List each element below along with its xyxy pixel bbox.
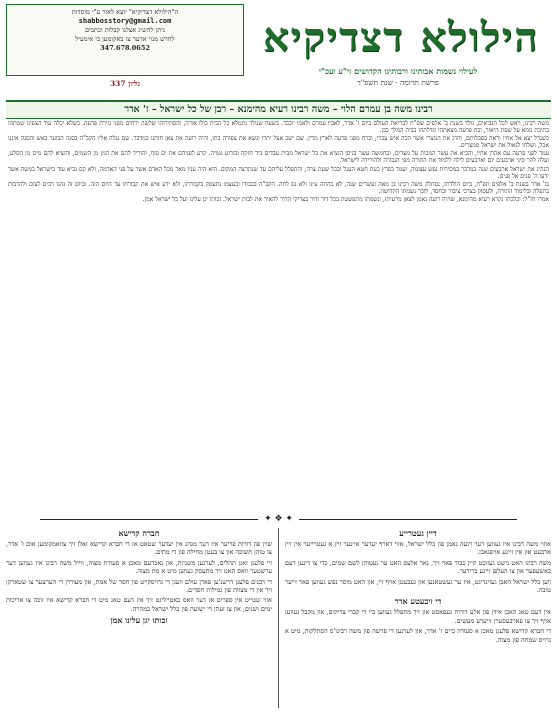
- section-title: דיין געטרייע: [399, 528, 437, 538]
- right-column: [285, 526, 551, 709]
- article-paragraph: הנהיג את ישראל ארבעים שנה במדבר במסירות נפש עצומה, ועמד בפרץ בעת חטא העגל ובכל שעת צרה, והתפלל עליהם עד שנתרצה המקום. הוא היה עניו מאד מכל האדם אשר על פני האדמה, ולא קם נביא עוד בישראל כמשה אשר ידעו ה' פנים אל פנים.: [8, 165, 549, 180]
- column-paragraph: משה רבינו האט נישט געזוכט קיין כבוד פאר זיך, נאר אלעס האט ער געטוהן לשם שמים, כדי צו דינען דעם באשעפער און צו העלפן זיינע ברידער.: [285, 558, 551, 576]
- subline: פרשת תרומה · שנת תשפ"ד: [357, 78, 439, 87]
- logo-text: הילולא דצדיקיא: [262, 13, 540, 61]
- article-paragraph: כשגדל יצא אל אחיו וראה בסבלותם, והרג את המצרי אשר הכה איש עברי, וברח מפני פרעה לארץ מדין. שם ישב אצל יתרו ונשא את צפורה בתו, והיה רועה את צאן חותנו במדבר. שם נגלה אליו הקב"ה בסנה הבוער באש והסנה איננו אכל, ושלחו לגאול את ישראל ממצרים.: [8, 135, 549, 150]
- email-text[interactable]: shabbosstory@gmail.com: [78, 17, 172, 25]
- divider-line: [299, 519, 517, 520]
- column-paragraph: די חברא קדישא פלעגן מאכן א סעודה ביים ז' אדר, און לערנען די פרשה פון משה רבינו'ס הסתלקות, מיט א גרויס שמחה פון מצוה.: [285, 627, 551, 644]
- article-paragraph: אמרו חז"ל: ובלכתו נקרא רעיא מהימנא, שהיה רועה נאמן לצאן מרעיתו, ונשמתו מתפשטת בכל דור ודור בצדיקי הדור להאיר את לבות ישראל. זכותו יגן עלינו ועל כל ישראל אמן.: [142, 195, 549, 203]
- phone-number: 347.678.0652: [100, 44, 150, 52]
- column-paragraph: אין דעם טאג האבן אידן פון אלע דורות געפאסט און זיך מתפלל געווען ביי די קברי צדיקים, און מקבל געווען אויף זיך צו פארבעסערן זייערע מעשים.: [285, 608, 551, 625]
- column-paragraph: אוזוי משה רבינו איז געווען דער רועה נאמן פון כלל ישראל, אזוי דארף יעדער איינער זיין א געטרייער אין זיין ארבעט און אין זיינע אויפגאבן.: [285, 540, 551, 557]
- contact-line: לחדש מנוי אדער צו באקומען בי אימעיל: [75, 35, 175, 43]
- left-column: [6, 526, 272, 709]
- section-divider: [40, 515, 517, 523]
- column-paragraph: ווען כלל ישראל האבן געזינדיגט, איז ער געשטאנען און געבעטן אויף זיי, און האט מוסר נפש געווען פאר זייער טובה.: [285, 577, 551, 595]
- column-paragraph: שוין פון דורות פריער איז דער מנהג אין יעדער שטאט אז די חברא קדישא זאלן זיך צוזאמקומען אום ז' אדר, צו טוהן תשובה און צו בעטן מחילה פון די מתים.: [6, 540, 272, 557]
- section-subtitle: די זיבעטע אדר: [394, 596, 442, 607]
- column-paragraph: זיי פלעגן זאגן תהלים, לערנען משניות, און נאכדעם מאכן א סעודת מצוה, ווייל משה רבינו איז געווען דער ערשטער וואס האט זיך מתעסק געווען מיט א מת מצוה.: [6, 558, 272, 576]
- tagline: לעילוי נשמות אבותינו ורבותינו הקדושים זי"ע ועכ"י: [318, 66, 478, 76]
- divider-ornament: ✦ ❖ ✦: [264, 514, 293, 524]
- contact-line: ה"הילולא דצדיקיא" יוצא לאור ע"י מוסדות: [71, 8, 179, 16]
- masthead-logo: [251, 6, 551, 68]
- section-title: חברה קדישא: [118, 528, 160, 538]
- column-paragraph: אזוי שטייט אין ספרים אז דער וואס באטייליגט זיך אין דעם טאג מיט די חברא קדישא איז זוכה צו אריכות ימים ושנים, און צו זעהן די ישועה פון כלל ישראל במהרה.: [6, 596, 272, 613]
- issue-number: גליון 337: [109, 79, 141, 88]
- divider-line: [40, 519, 258, 520]
- closing-line: זכותו יגן עלינו אמן: [110, 615, 168, 626]
- contact-line: ניתן להשיג אצלנו קבלות וכתבים: [84, 26, 166, 34]
- article-paragraph: משה רבינו, ראש לכל הנביאים, נולד בשנת ב' אלפים שס"ח לבריאת העולם ביום ז' אדר, לאביו עמרם ולאמו יוכבד. בשעה שנולד נתמלא כל הבית כולו אורה, והסתירוהו שלשה ירחים מפני גזירת פרעה. כשלא יכלה עוד הצפינו שמתהו בתיבת גומא על שפת היאור, ובת פרעה מצאתהו וגדלתהו בבית המלך כבן.: [8, 120, 549, 135]
- column-paragraph: די רבנים פלעגן דרשנ'ען פארן עולם וועגן די גרויסקייט פון חסד של אמת, און מעוררן די הערצער צו שטארקן זיך אין די מצוות פון גמילות חסדים.: [6, 577, 272, 595]
- article-paragraph: בז' אדר בשנת ב' אלפים תפ"ח, ביום הולדתו, נסתלק משה רבינו בן מאה ועשרים שנה, לא כהתה עינו ולא נס לחה. הקב"ה בכבודו ובעצמו נתעסק בקבורתו, ולא ידע איש את קבורתו עד היום הזה. וביום זה נהגו רבים לצום ולהרבות בתפלה ובלימוד התורה, ולעסוק בצרכי ציבור ובחסד, לזכר נשמתו הקדושה.: [8, 180, 549, 195]
- column-separator: [278, 528, 279, 708]
- contact-box: [6, 4, 244, 76]
- header: [6, 4, 551, 100]
- article-title: רבינו משה בן עמרם הלוי – משה רבינו רעיא מהימנא – רבן של כל ישראל – ז' אדר: [6, 100, 551, 119]
- main-article: [8, 120, 549, 512]
- article-paragraph: עמד לפני פרעה עם אהרן אחיו, והביא את עשר המכות על מצרים, ובחמשה עשר בניסן הוציא את כל ישראל מבית עבדים ביד חזקה ובזרוע נטויה. קרע לפניהם את ים סוף, והוריד להם את המן מן השמים, והוציא להם מים מן הסלע, ועלה להר סיני ארבעים יום וארבעים לילה ללמוד את התורה מפי הגבורה ולהורידה לישראל.: [8, 150, 549, 165]
